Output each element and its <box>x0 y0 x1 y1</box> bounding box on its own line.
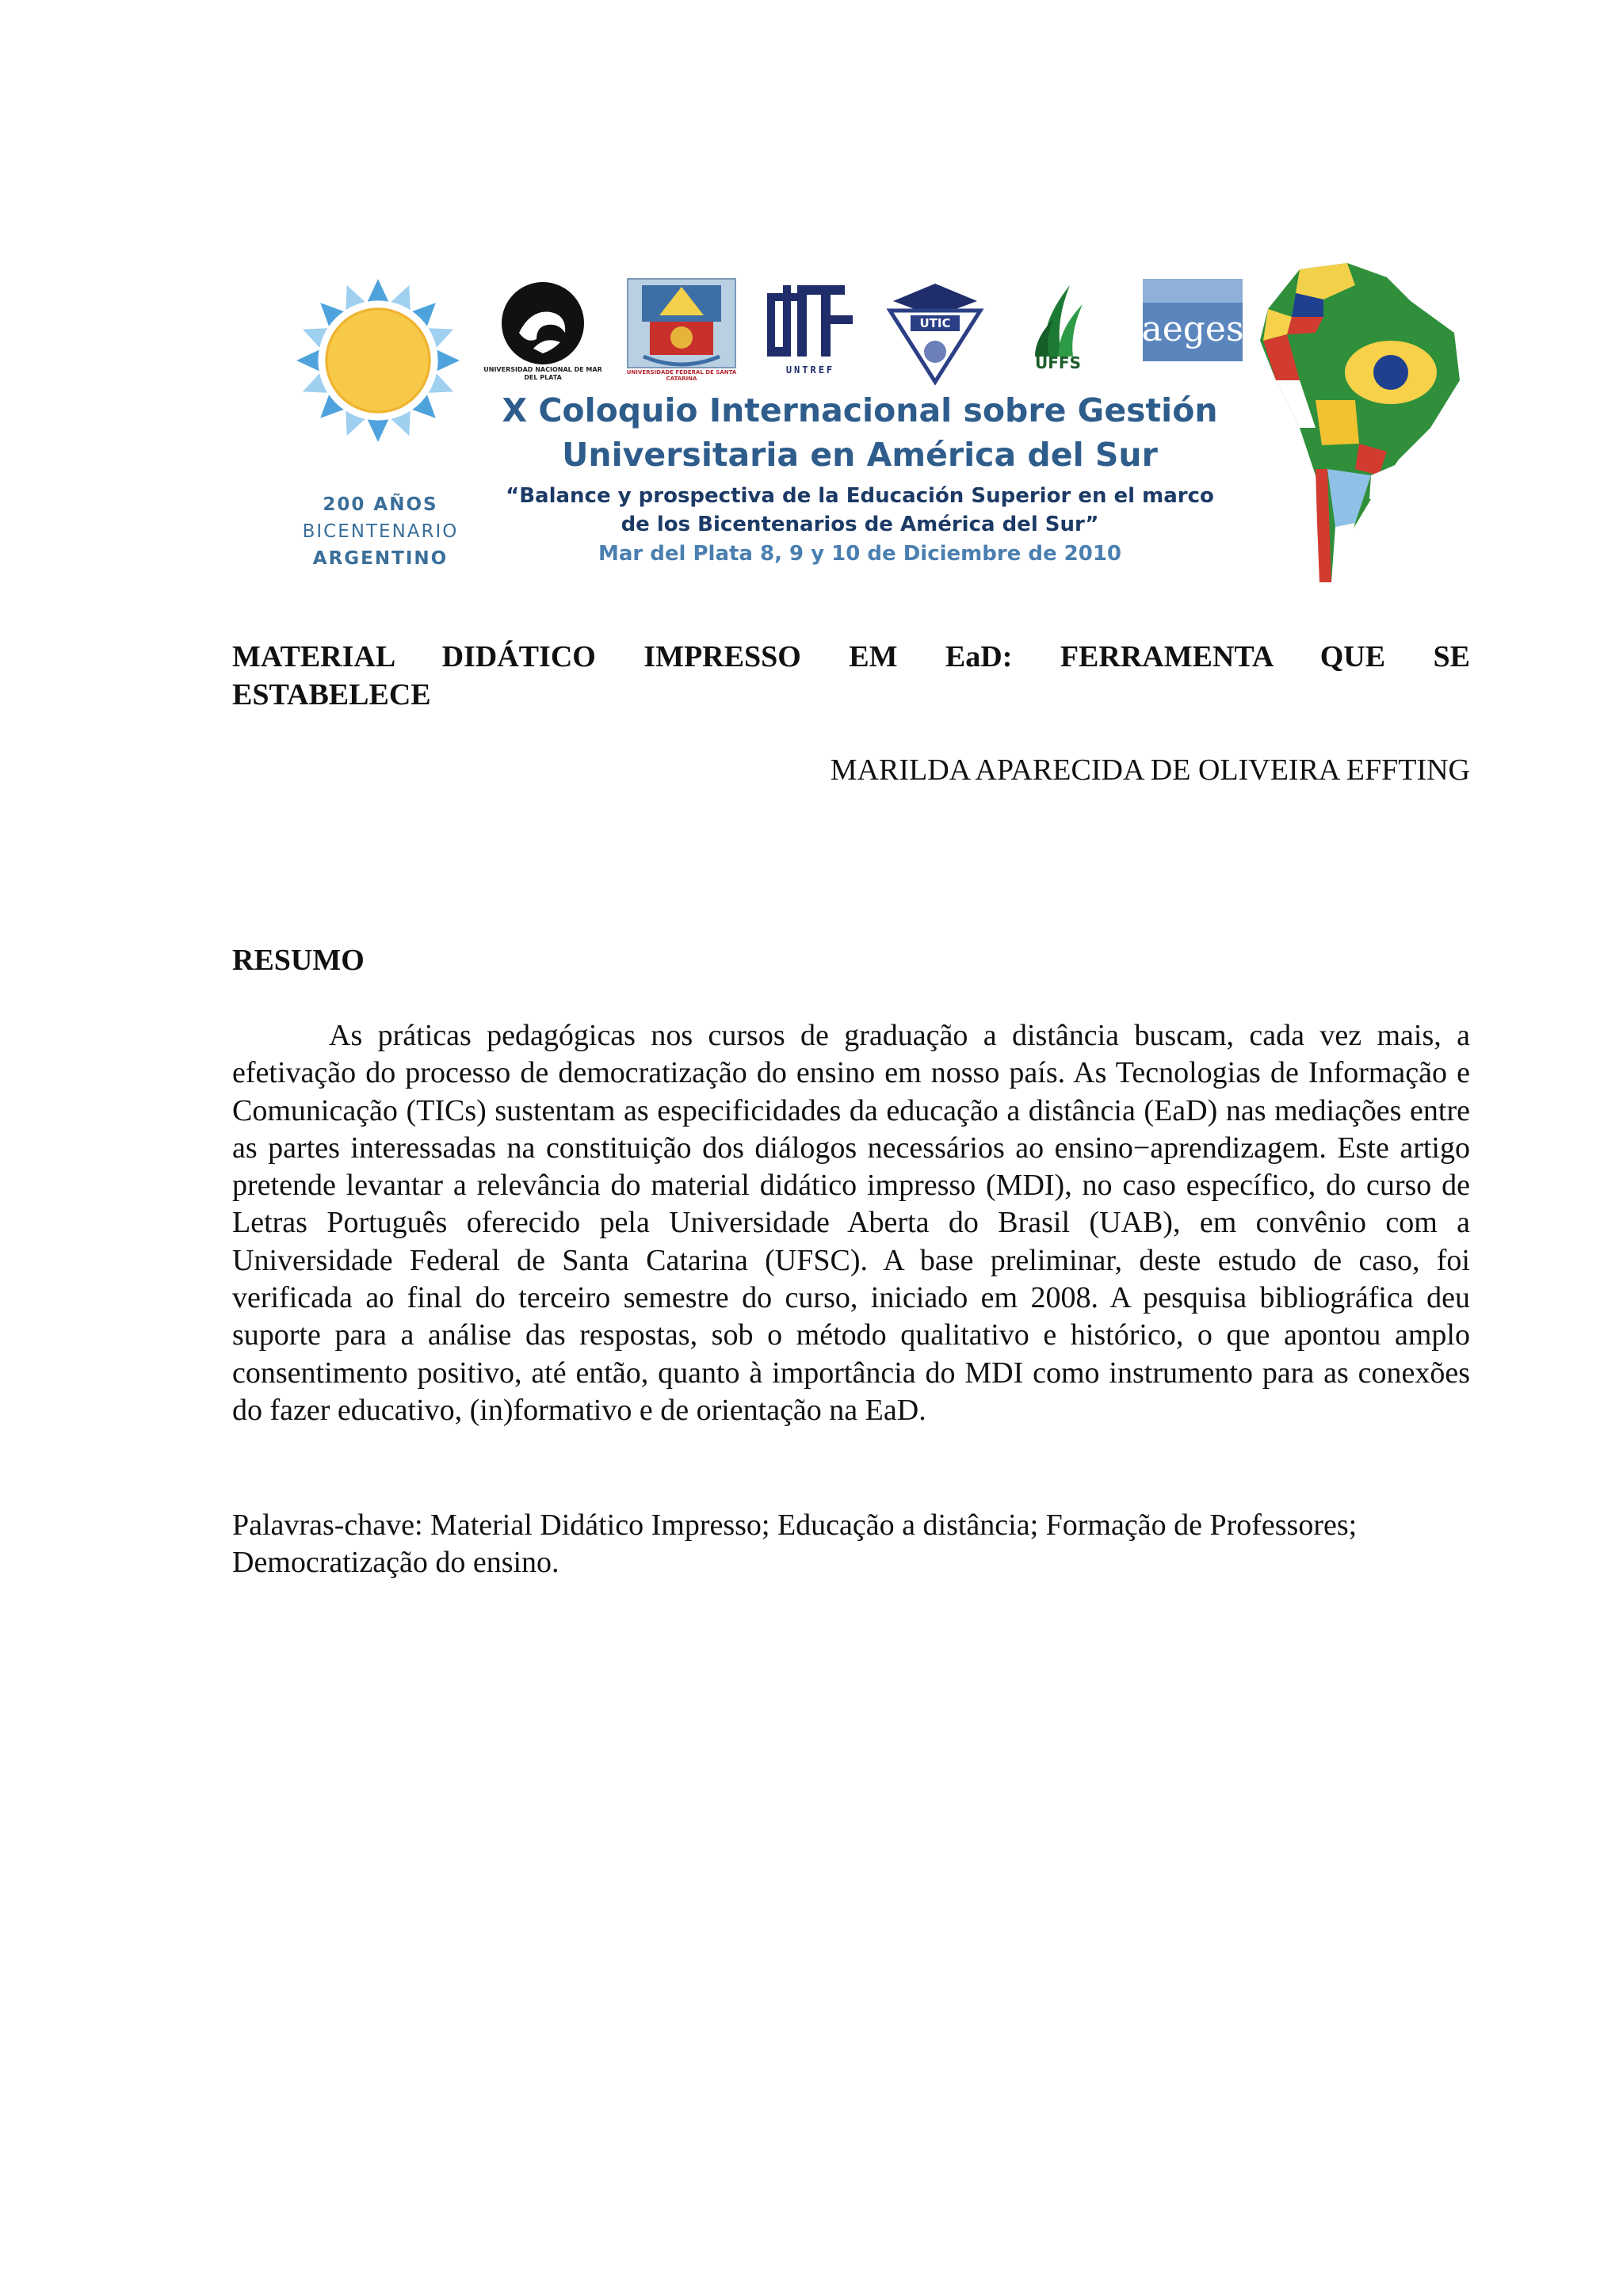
sun-ray <box>435 349 460 372</box>
untref-caption: UNTREF <box>785 364 835 376</box>
conference-banner <box>285 261 1466 586</box>
conference-title-line1: X Coloquio Internacional sobre Gestión <box>502 391 1218 429</box>
uffs-caption: UFFS <box>1035 353 1081 372</box>
sun-ray <box>367 418 390 442</box>
bicentenario-country: ARGENTINO <box>312 548 449 569</box>
abstract-paragraph: As práticas pedagógicas nos cursos de graduação a distância buscam, cada vez mais, a efetivação do processo de democratização do ensino em nosso país. As Tecnologias de Informação e Comunicação (TICs) sustentam as especificidades da educação a distância (EaD) nas mediações entre as partes interessadas na constituição dos diálogos necessários ao ensino−aprendizagem. Este artigo pretende levantar a relevância do material didático impresso (MDI), no caso específico, do curso de Letras Português oferecido pela Universidade Aberta do Brasil (UAB), em convênio com a Universidade Federal de Santa Catarina (UFSC). A base preliminar, deste estudo de caso, foi verificada ao final do terceiro semestre do curso, iniciado em 2008. A pesquisa bibliográfica deu suporte para a análise das respostas, sob o método qualitativo e histórico, o que apontou amplo consentimento positivo, até então, quanto à importância do MDI como instrumento para as conexões do fazer educativo, (in)formativo e de orientação na EaD. <box>232 1019 1470 1427</box>
conference-date-location: Mar del Plata 8, 9 y 10 de Diciembre de 2010 <box>598 542 1122 566</box>
ufsc-caption: UNIVERSIDADE FEDERAL DE SANTA CATARINA <box>626 369 737 382</box>
aeges-logo <box>1141 277 1244 364</box>
south-america-flags-map <box>1252 261 1466 586</box>
utic-label: UTIC <box>919 316 951 330</box>
mar-del-plata-caption: UNIVERSIDAD NACIONAL DE MAR DEL PLATA <box>483 366 602 381</box>
paper-title-line1: MATERIAL DIDÁTICO IMPRESSO EM EaD: FERRAMENTA QUE SE <box>232 640 1470 673</box>
paper-title <box>232 638 1470 714</box>
bicentenario-sun-logo <box>295 277 461 444</box>
paper-author: MARILDA APARECIDA DE OLIVEIRA EFFTING <box>830 753 1470 787</box>
conference-subtitle-line1: “Balance y prospectiva de la Educación Superior en el marco <box>506 484 1214 508</box>
untref-logo <box>761 277 860 372</box>
paper-title-line2: ESTABELECE <box>232 678 431 711</box>
sun-ray <box>367 279 390 303</box>
conference-title-line2: Universitaria en América del Sur <box>562 436 1158 474</box>
utic-logo <box>884 277 987 388</box>
keywords-line1: Palavras-chave: Material Didático Impresso; Educação a distância; Formação de Professores; <box>232 1508 1358 1542</box>
sun-ray <box>296 349 321 372</box>
conference-subtitle-line2: de los Bicentenarios de América del Sur” <box>621 513 1099 536</box>
bicentenario-word: BICENTENARIO <box>302 521 459 542</box>
conference-title-block <box>475 388 1244 569</box>
keywords-line2: Democratização do ensino. <box>232 1546 559 1579</box>
bicentenario-years: 200 AÑOS <box>323 494 438 515</box>
abstract-heading: RESUMO <box>232 944 365 977</box>
aeges-label: aeges <box>1141 309 1244 349</box>
bicentenario-caption <box>285 491 475 572</box>
keywords <box>232 1507 1470 1581</box>
ufsc-logo <box>626 277 737 376</box>
